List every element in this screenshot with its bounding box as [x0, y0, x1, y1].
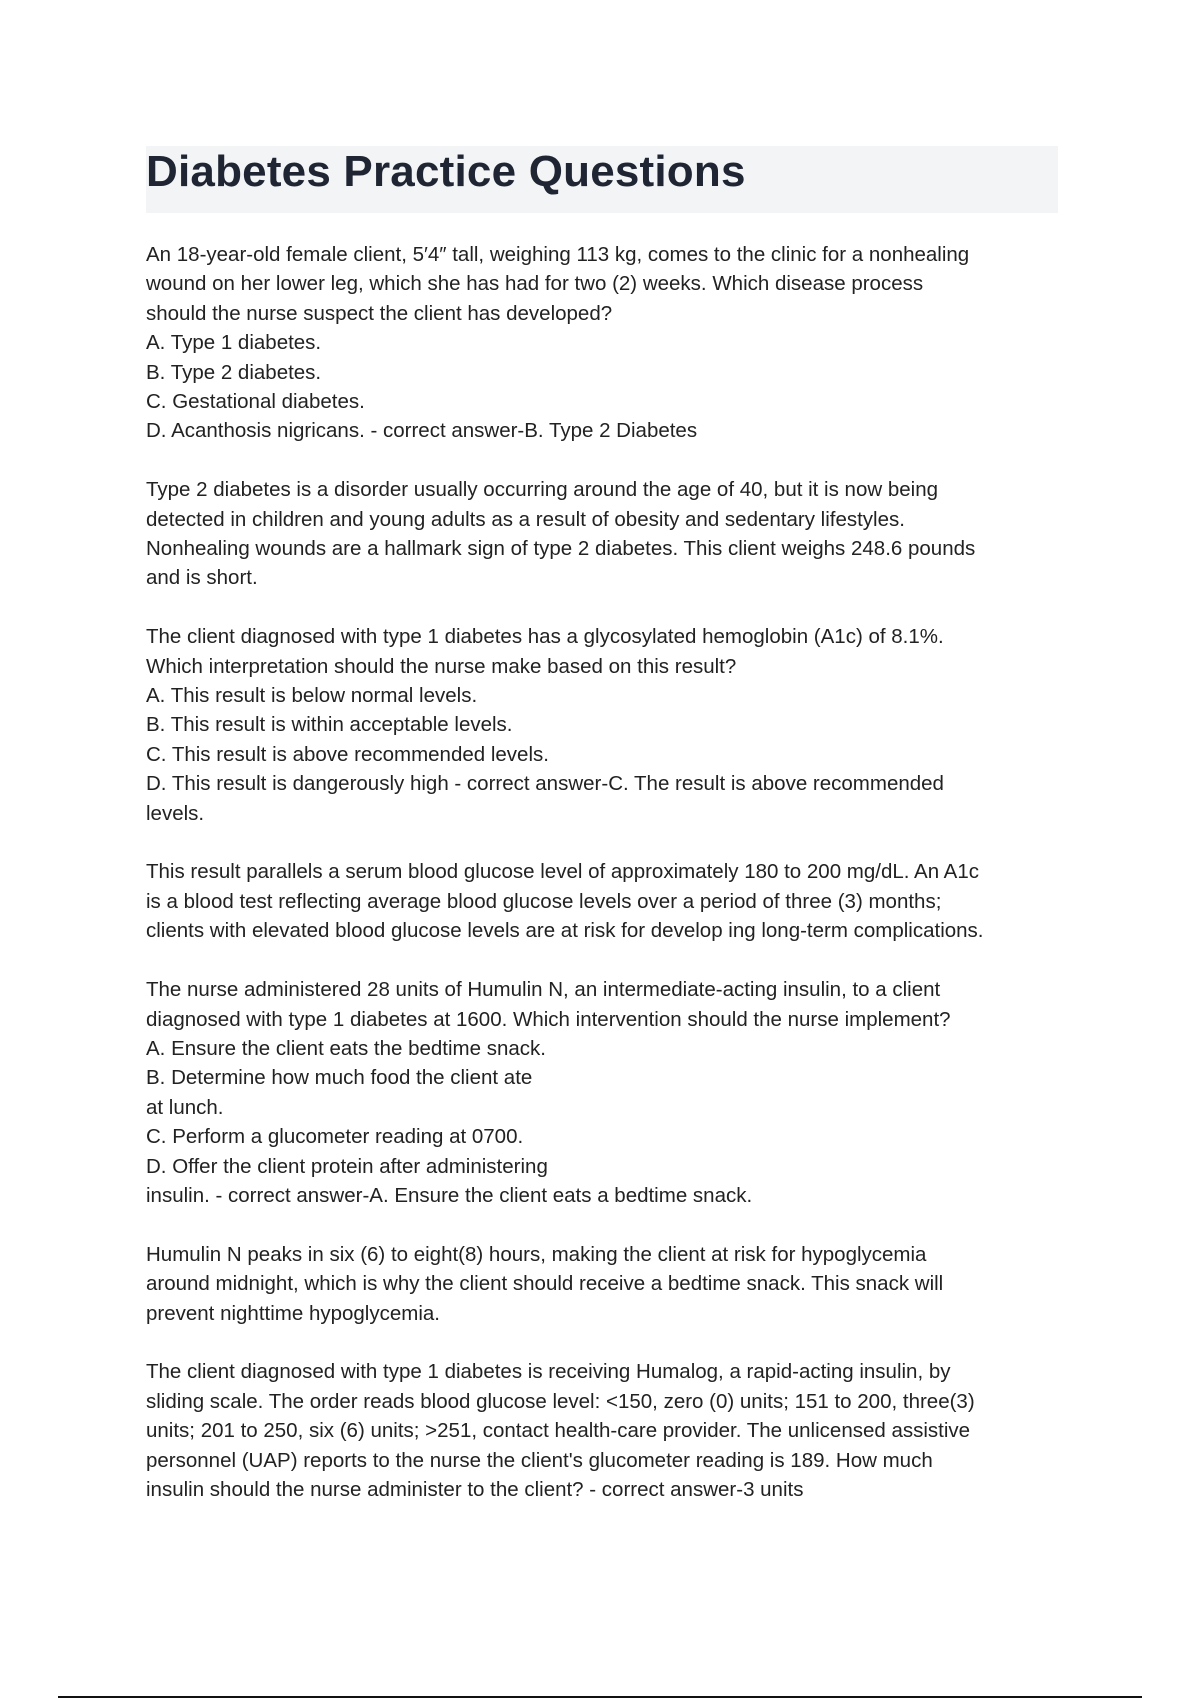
text-line: units; 201 to 250, six (6) units; >251, contact health-care provider. The unlicensed assistive: [146, 1419, 971, 1443]
document-body: [146, 240, 1066, 1534]
text-line: personnel (UAP) reports to the nurse the client's glucometer reading is 189. How much: [146, 1448, 933, 1472]
text-line: D. Offer the client protein after administering: [146, 1154, 548, 1178]
text-line: wound on her lower leg, which she has had for two (2) weeks. Which disease process: [146, 272, 924, 296]
text-line: B. This result is within acceptable levels.: [146, 713, 513, 737]
question-block: [146, 975, 1066, 1210]
explanation-block: [146, 857, 1066, 945]
text-line: is a blood test reflecting average blood glucose levels over a period of three (3) months;: [146, 889, 942, 913]
text-line: This result parallels a serum blood glucose level of approximately 180 to 200 mg/dL. An A1c: [146, 860, 979, 884]
text-line: D. This result is dangerously high - correct answer-C. The result is above recommended: [146, 772, 944, 796]
text-line: clients with elevated blood glucose levels are at risk for develop ing long-term complications.: [146, 919, 984, 943]
text-line: Nonhealing wounds are a hallmark sign of type 2 diabetes. This client weighs 248.6 pounds: [146, 537, 976, 561]
question-block: [146, 240, 1066, 446]
text-line: Humulin N peaks in six (6) to eight(8) hours, making the client at risk for hypoglycemia: [146, 1242, 927, 1266]
text-line: D. Acanthosis nigricans. - correct answer-B. Type 2 Diabetes: [146, 419, 698, 443]
text-line: insulin should the nurse administer to the client? - correct answer-3 units: [146, 1477, 804, 1501]
text-line: around midnight, which is why the client should receive a bedtime snack. This snack will: [146, 1272, 944, 1296]
text-line: diagnosed with type 1 diabetes at 1600. Which intervention should the nurse implement?: [146, 1007, 951, 1031]
text-line: prevent nighttime hypoglycemia.: [146, 1301, 440, 1325]
text-line: levels.: [146, 801, 205, 825]
text-line: C. Gestational diabetes.: [146, 390, 365, 414]
text-line: at lunch.: [146, 1095, 224, 1119]
question-block: [146, 1357, 1066, 1504]
text-line: should the nurse suspect the client has developed?: [146, 301, 613, 325]
text-line: The client diagnosed with type 1 diabetes is receiving Humalog, a rapid-acting insulin, by: [146, 1360, 951, 1384]
footer-divider: [58, 1696, 1142, 1698]
page-title: Diabetes Practice Questions: [146, 147, 746, 196]
text-line: sliding scale. The order reads blood glucose level: <150, zero (0) units; 151 to 200, three(3): [146, 1389, 975, 1413]
text-line: B. Type 2 diabetes.: [146, 360, 322, 384]
text-line: detected in children and young adults as a result of obesity and sedentary lifestyles.: [146, 507, 905, 531]
text-line: insulin. - correct answer-A. Ensure the client eats a bedtime snack.: [146, 1183, 753, 1207]
text-line: A. Type 1 diabetes.: [146, 331, 322, 355]
question-block: [146, 622, 1066, 828]
text-line: Type 2 diabetes is a disorder usually occurring around the age of 40, but it is now being: [146, 478, 939, 502]
explanation-block: [146, 475, 1066, 593]
text-line: and is short.: [146, 566, 258, 590]
text-line: A. Ensure the client eats the bedtime snack.: [146, 1036, 546, 1060]
text-line: Which interpretation should the nurse make based on this result?: [146, 654, 737, 678]
text-line: B. Determine how much food the client ate: [146, 1066, 533, 1090]
text-line: The nurse administered 28 units of Humulin N, an intermediate-acting insulin, to a client: [146, 978, 941, 1002]
explanation-block: [146, 1240, 1066, 1328]
text-line: The client diagnosed with type 1 diabetes has a glycosylated hemoglobin (A1c) of 8.1%.: [146, 625, 944, 649]
text-line: An 18-year-old female client, 5′4″ tall, weighing 113 kg, comes to the clinic for a nonhealing: [146, 243, 970, 266]
text-line: A. This result is below normal levels.: [146, 684, 478, 708]
text-line: C. Perform a glucometer reading at 0700.: [146, 1125, 524, 1149]
text-line: C. This result is above recommended levels.: [146, 742, 549, 766]
